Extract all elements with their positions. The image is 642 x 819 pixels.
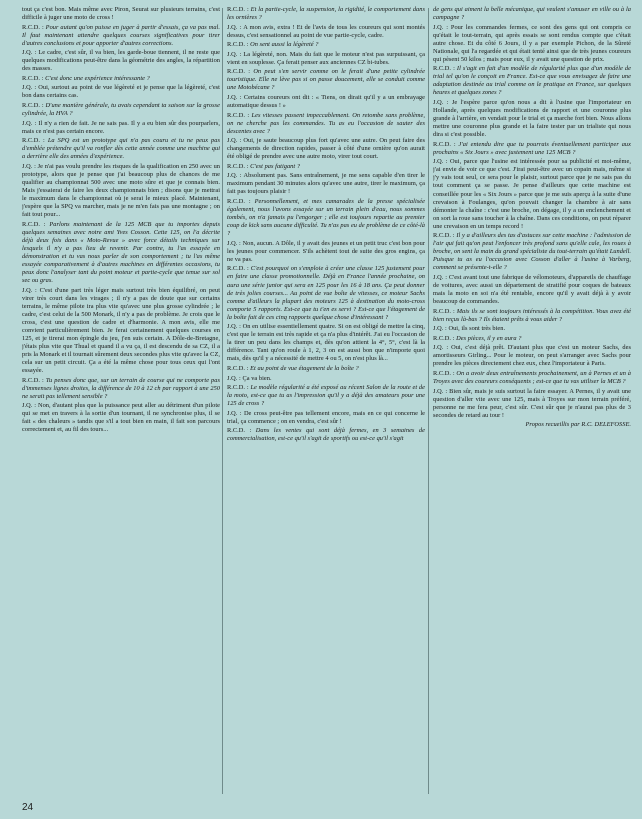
speaker-label: J.Q. : [433,99,449,107]
speaker-label: R.C.D. : [22,137,45,145]
paragraph-text: Absolument pas. Sans entraînement, je me sens capable d'en tirer le maximum pendant 30 minutes alors qu'avec une autre, tirer le maximum, ça fait pas toujours plaisir ! [227,172,425,196]
interviewee-answer [227,240,425,264]
interviewee-answer [433,158,631,230]
paragraph-text: On en utilise essentiellement quatre. Si on est obligé de mettre la cinq, c'est que le terrain est très rapide et ça n'a plus d'intérêt. J'ai eu l'occasion de la tirer un peu dans les champs et, dès qu'on attient la 4°, 5°, c'est là la différence. Tant qu'on roule à 1, 2, 3 on est aussi bon que n'importe quoi mais, dès qu'il y a nécessité de mettre 4 ou 5, on n'est plus là... [227,323,425,363]
interviewee-answer [22,120,220,136]
speaker-label: R.C.D. : [433,370,455,378]
interviewer-question [433,232,631,272]
paragraph-text: Je l'espère parce qu'on nous a dit à l'usine que l'importateur en Hollande, après quelques modifications de rapport et une couronne plus grande à l'arrière, en vendait pour le trial et ça marche fort bien. Nous allons mettre une couronne plus grande et la faire tester par un trialiste qui nous dira si c'est possible. [433,99,631,139]
speaker-label: R.C.D. : [22,220,46,228]
speaker-label: R.C.D. : [227,6,249,13]
speaker-label: R.C.D. : [227,364,249,372]
speaker-label: J.Q. : [433,387,448,395]
paragraph-text: Et au point de vue étagement de la boîte ? [250,364,359,372]
interviewer-question [227,41,425,49]
interviewer-question [227,112,425,136]
text-column-3-body [433,6,631,420]
paragraph-text: Le cadre, c'est sûr, il va bien, les garde-boue tiennent, il ne reste que quelques modifications peut-être dans la géométrie des angles, la répartition des masses. [22,49,220,73]
paragraph-text: Personnellement, et mes camarades de la presse spécialisée également, nous l'avons essayée sur un terrain plein d'eau, nous sommes tombés, on n'a jamais pu l'engorger ; elle est toujours repartie au premier coup de kick sans aucune difficulté. Tu n'as pas eu de problème de ce côté-là ? [227,198,425,238]
speaker-label: J.Q. : [227,23,242,31]
interviewee-answer [22,84,220,100]
interviewee-answer [227,172,425,196]
paragraph-text: J'ai entendu dire que tu pourrais éventuellement participer aux prochains « Six Jours » avec justement une 125 MCB ? [433,140,631,156]
interviewer-question [433,308,631,324]
speaker-label: J.Q. : [227,374,241,382]
interviewer-question [433,335,631,343]
paragraph-text: C'est pas fatigant ? [250,162,301,170]
interviewer-question [227,265,425,321]
paragraph-text: Des pièces, il y en aura ? [456,334,522,342]
paragraph-text: La SPQ est un prototype qui n'a pas couru et tu ne peux pas d'emblée prétendre qu'il va ronfler dès cette année comme une machine qui a derrière elle des années d'expérience. [22,137,220,161]
paragraph-text: On sent aussi la légèreté ? [250,41,319,49]
interviewee-answer [227,51,425,67]
paragraph-text: Oui, ils sont très bien. [448,325,506,333]
paragraph-text: Il y a d'ailleurs des tas d'astuces sur cette machine : l'admission de l'air qui fait qu'on peut l'enfoncer très profond sans qu'elle cale, les roues à broche, on sent la main du grand spécialiste du tout-terrain qu'était Lundell. Puisque tu as eu l'occasion avec Cosson d'aller à l'usine à Varberg, comment se présente-t-elle ? [433,232,631,272]
interviewer-question [433,370,631,386]
speaker-label: J.Q. : [22,84,37,92]
speaker-label: R.C.D. : [22,23,44,31]
interviewee-answer [22,6,220,22]
speaker-label: J.Q. : [433,158,448,166]
interviewer-question [22,377,220,401]
speaker-label: J.Q. : [433,274,448,281]
interviewer-question [22,102,220,118]
interviewer-question [227,6,425,22]
paragraph-text: Bien sûr, mais je suis surtout la faire essayer. A Pernes, il y avait une question d'aller vite avec une 125, mais à Troyes sur mon terrain préféré, personne ne me fera peur, c'est sûr. C'est sûr que je n'aurai pas plus de 3 secondes de retard au tour ! [433,387,631,419]
interviewer-question [227,198,425,238]
interviewee-answer [433,388,631,420]
paragraph-text: Non, aucun. A Dôle, il y avait des jeunes et un petit truc c'est bon pour les jeunes pour commencer. S'ils achètent tout de suite des gros engins, ça ne va pas. [227,239,425,263]
paragraph-text: Les vitesses passent impeccablement. On retombe sans problème, on ne cherche pas les commandes. Tu as eu l'occasion de sauter des descentes avec ? [227,111,425,135]
paragraph-text: A mon avis, extra ! Et de l'avis de tous les coureurs qui sont montés dessus, c'est sensationnel au point de vue partie-cycle, cadre. [227,23,425,39]
interviewee-answer [227,323,425,363]
interviewee-answer [433,24,631,64]
paragraph-text: Il s'agit en fait d'un modèle de régularité plus que d'un modèle de trial tel qu'on le conçoit en France. Est-ce que vous envisagez de faire une adaptation destinée au trial comme on le pratique en France, sur quelques heures et quelques zones ? [433,65,631,97]
speaker-label: R.C.D. : [433,65,455,73]
speaker-label: J.Q. : [22,162,36,170]
paragraph-text: De cross peut-être pas tellement encore, mais en ce qui concerne le trial, ça commence ; on en vendra, c'est sûr ! [227,409,425,425]
speaker-label: R.C.D. : [227,111,250,119]
paragraph-text: On a avoir deux entraînements prochainement, un à Pernes et un à Troyes avec des coureurs conséquents ; est-ce que tu vas utiliser la MCB ? [433,370,631,386]
paragraph-text: Oui, c'est déjà prêt. D'autant plus que c'est un moteur Sachs, des amortisseurs Girling... Pour le moteur, on peut s'arranger avec Sachs pour prendre les pièces directement chez eux, chez l'importateur à Paris. [433,344,631,368]
paragraph-text: Et la partie-cycle, la suspension, la rigidité, le comportement dans les ornières ? [227,6,425,22]
speaker-label: J.Q. : [22,119,37,127]
speaker-label: R.C.D. : [22,102,44,110]
paragraph-text: Mais ils se sont toujours intéressés à la compétition. Vous avez été bien reçus là-bas ? Ils étaient prêts à vous aider ? [433,307,631,323]
paragraph-text: Le modèle régularité a été exposé au récent Salon de la route et de la moto, est-ce que tu as l'impression qu'il y a déjà des amateurs pour une 125 de cross ? [227,384,425,408]
speaker-label: R.C.D. : [227,265,249,273]
interviewee-answer [227,375,425,383]
paragraph-text: Oui, surtout au point de vue légèreté et je pense que la légèreté, c'est bon dans certains cas. [22,84,220,100]
interviewee-answer [227,24,425,40]
interviewee-answer [227,94,425,110]
page-number: 24 [22,802,34,813]
paragraph-text: Certains coureurs ont dit : « Tiens, on dirait qu'il y a un embrayage automatique dessus ! » [227,93,425,110]
paragraph-text: C'est pourquoi on s'emploie à créer une classe 125 justement pour en faire une classe promotionnelle. Déjà en France l'année prochaine, on aura une série junior qui sera en 125 pour les 16 à 18 ans. Ça peut donner de très jolies courses... Au point de vue boîte de vitesses, ce moteur Sachs comme d'ailleurs la plupart des moteurs 125 à destination du moto-cross comporte 5 rapports. Est-ce que tu t'en es servi ? Est-ce que l'étagement de la boîte fait de ces cinq rapports quelque chose d'intéressant ? [227,265,425,321]
paragraph-text: C'est avant tout une fabrique de vélomoteurs, d'appareils de chauffage de voitures, avec aussi un département de stratifié pour coques de bateaux mais la moto en soi n'a été rentable, encore qu'il y avait déjà à y avoir beaucoup de commandes. [433,274,631,306]
speaker-label: R.C.D. : [433,232,455,240]
speaker-label: R.C.D. : [22,74,44,82]
text-column-1 [22,6,220,796]
interviewer-question [22,221,220,285]
interviewer-question [227,384,425,408]
paragraph-text: Je n'ai pas voulu prendre les risques de la qualification en 250 avec un prototype, alors que je pense que j'ai beaucoup plus de chances de me qualifier au championnat 500 avec une moto sûre et que je connais bien. Mais j'essaierai de faire les deux championnats bien ; disons que je mettrai le maximum dans le championnat où je serai le mieux placé. Maintenant, j'espère que la SPQ va marcher, mais je ne m'en fais pas une montagne ; on fait tout pour... [22,162,220,219]
interviewer-question [433,6,631,22]
speaker-label: J.Q. : [227,323,241,331]
speaker-label: J.Q. : [22,286,37,294]
interviewer-question [22,75,220,83]
speaker-label: R.C.D. : [227,41,249,49]
paragraph-text: Ça va bien. [242,374,272,382]
speaker-label: R.C.D. : [22,376,44,384]
interviewee-answer [433,99,631,139]
interviewee-answer [433,344,631,368]
speaker-label: J.Q. : [433,325,447,333]
speaker-label: J.Q. : [433,344,449,352]
speaker-label: R.C.D. : [227,68,251,76]
interviewer-question [227,163,425,171]
interviewee-answer [227,137,425,161]
paragraph-text: C'est d'une part très léger mais surtout très bien équilibré, on peut virer très court dans les virages ; il n'y a pas de doute que sur certains terrains, le même pilote ira plus vite qu'avec une plus grosse cylindrée ; le cadre, c'est celui de la 500 Monark, il n'y a pas de problème. Je crois que le cross, c'est une question de cadre et d'harmonie. A mon avis, elle me convient particulièrement bien. Je ferai certainement quelques courses en 125, et je tirerai mon épingle du jeu, j'en suis certain. A Dôle-de-Bretagne, j'étais plus vite que Thual et quand il a vu ça, il est descendu de sa CZ, il a pris la Monark et il tournait sûrement deux secondes plus vite qu'avec la CZ, cela sur un petit circuit. Ça a été la même chose pour tous ceux qui l'ont essayée. [22,286,220,375]
speaker-label: R.C.D. : [227,198,251,206]
paragraph-text: La légèreté, non. Mais du fait que le moteur n'est pas surpuissant, ça vient en souplesse. Ça ferait penser aux anciennes CZ bi-tubes. [227,50,425,66]
speaker-label: R.C.D. : [433,334,455,342]
paragraph-text: Pour autant qu'on puisse en juger à partir d'essais, ça va pas mal. Il faut maintenant attendre quelques courses significatives pour tirer d'autres conclusions et pour apporter d'autres corrections. [22,23,220,47]
speaker-label: R.C.D. : [227,384,249,392]
speaker-label: R.C.D. : [433,140,456,148]
speaker-label: J.Q. : [227,137,242,145]
interviewer-question [22,24,220,48]
speaker-label: J.Q. : [227,93,242,101]
interviewee-answer [22,287,220,376]
interviewer-signature: Propos recueillis par R.C. DELEFOSSE. [525,421,631,429]
column-divider-1 [222,8,223,794]
interviewee-answer [433,325,631,333]
interviewee-answer [22,49,220,73]
speaker-label: J.Q. : [22,49,37,57]
paragraph-text: tout ça c'est bon. Mais même avec Piron, Seurat sur plusieurs terrains, c'est difficile à juger une moto de cross ! [22,6,220,22]
paragraph-text: Dans les ventes qui sont déjà fermes, en 3 semaines de commercialisation, est-ce qu'il s'agit de sportifs ou est-ce qu'il s'agit [227,427,425,443]
speaker-label: J.Q. : [22,402,37,410]
speaker-label: R.C.D. : [227,162,249,170]
speaker-label: J.Q. : [227,50,242,58]
interviewer-question [227,427,425,443]
interviewee-answer [227,410,425,426]
paragraph-text: Parlons maintenant de la 125 MCB que tu importes depuis quelques semaines avec notre ami Yves Cosson. Cette 125, on l'a décrite déjà deux fois dans « Moto-Revue » avec force détails techniques sur lesquels il n'y a pas lieu de revenir. Par contre, tu l'as essayée en démonstration et tu vas nous parler de son comportement ; tu l'as même essayée comparativement à d'autres machines en différentes occasions, tu peux donc l'analyser tant du point moteur et partie-cycle que tenue sur sol sec ou gras. [22,220,220,284]
paragraph-text: Oui, je saute beaucoup plus fort qu'avec une autre. On peut faire des changements de direction rapides, passer à côté d'une ornière qu'on aurait été obligé de prendre avec une autre moto, virer tout court. [227,137,425,161]
paragraph-text: C'est donc une expérience intéressante ? [45,74,150,82]
paragraph-text: Non, d'autant plus que la puissance peut aller au détriment d'un pilote qui se met en travers à la sortie d'un tournant, il ne synchronise plus, il se fait « des chaleurs » tandis que s'il a tout bien en main, il fait son parcours correctement et, au fil des tours... [22,402,220,434]
speaker-label: J.Q. : [433,23,449,31]
paragraph-text: Tu penses donc que, sur un terrain de course qui ne comporte pas d'immenses lignes droites, la différence de 10 à 12 ch par rapport à une 250 ne serait pas tellement sensible ? [22,376,220,400]
speaker-label: J.Q. : [227,172,242,180]
text-column-3 [433,6,631,796]
interviewer-question [22,137,220,161]
speaker-label: R.C.D. : [227,427,252,435]
text-column-2 [227,6,425,796]
speaker-label: R.C.D. : [433,307,455,315]
paragraph-text: On peut s'en servir comme on le ferait d'une petite cylindrée touristique. Elle ne lève pas si on passe doucement, elle se conduit comme une Motobécane ? [227,68,425,92]
interviewee-answer [433,274,631,306]
paragraph-text: Il n'y a rien de fait. Je ne sais pas. Il y a eu bien sûr des pourparlers, mais ce n'est pas certain encore. [22,119,220,135]
paragraph-text: de gens qui aiment la belle mécanique, qui veulent s'amuser en ville ou à la campagne ? [433,6,631,22]
paragraph-text: D'une manière générale, tu avais cependant ta saison sur la grosse cylindrée, la HVA ? [22,102,220,118]
speaker-label: J.Q. : [227,239,241,247]
speaker-label: J.Q. : [227,409,242,417]
interviewer-question [433,141,631,157]
interviewee-answer [22,163,220,219]
interviewer-question [227,365,425,373]
interviewee-answer [22,402,220,434]
interviewer-question [433,65,631,97]
interviewer-question [227,68,425,92]
paragraph-text: Oui, parce que l'usine est intéressée pour sa publicité et moi-même, j'ai envie de voir ce que c'est. J'irai peut-être avec un copain mais, même si j'y vais tout seul, ce sera pour le plaisir, surtout parce que je ne sais pas du tout comment ça se passe. Je pense d'ailleurs que cette machine est conseillée pour les « Six Jours » parce que je me suis aperçu à la suite d'une crevaison à Foulanges, qu'on pouvait changer la chambre à air sans démonter la chaîne : c'est une broche, on dégage, il y a un enclenchement et on sort la roue sans toucher à la chaîne. Dans ces conditions, on peut réparer une crevaison en un temps record ! [433,158,631,230]
column-divider-2 [428,8,429,794]
paragraph-text: Pour les commandes fermes, ce sont des gens qui ont compris ce qu'était le tout-terrain, qui après essais se sont rendus compte que c'était autre chose. Et du côté 6 Jours, il y a par exemple Pichon, de la Sûreté Nationale, qui l'a regardée et qui était tenté ainsi que de très jeunes coureurs qui pèsent 50 kilos ; mais pour eux, il y avait une question de prix. [433,23,631,63]
